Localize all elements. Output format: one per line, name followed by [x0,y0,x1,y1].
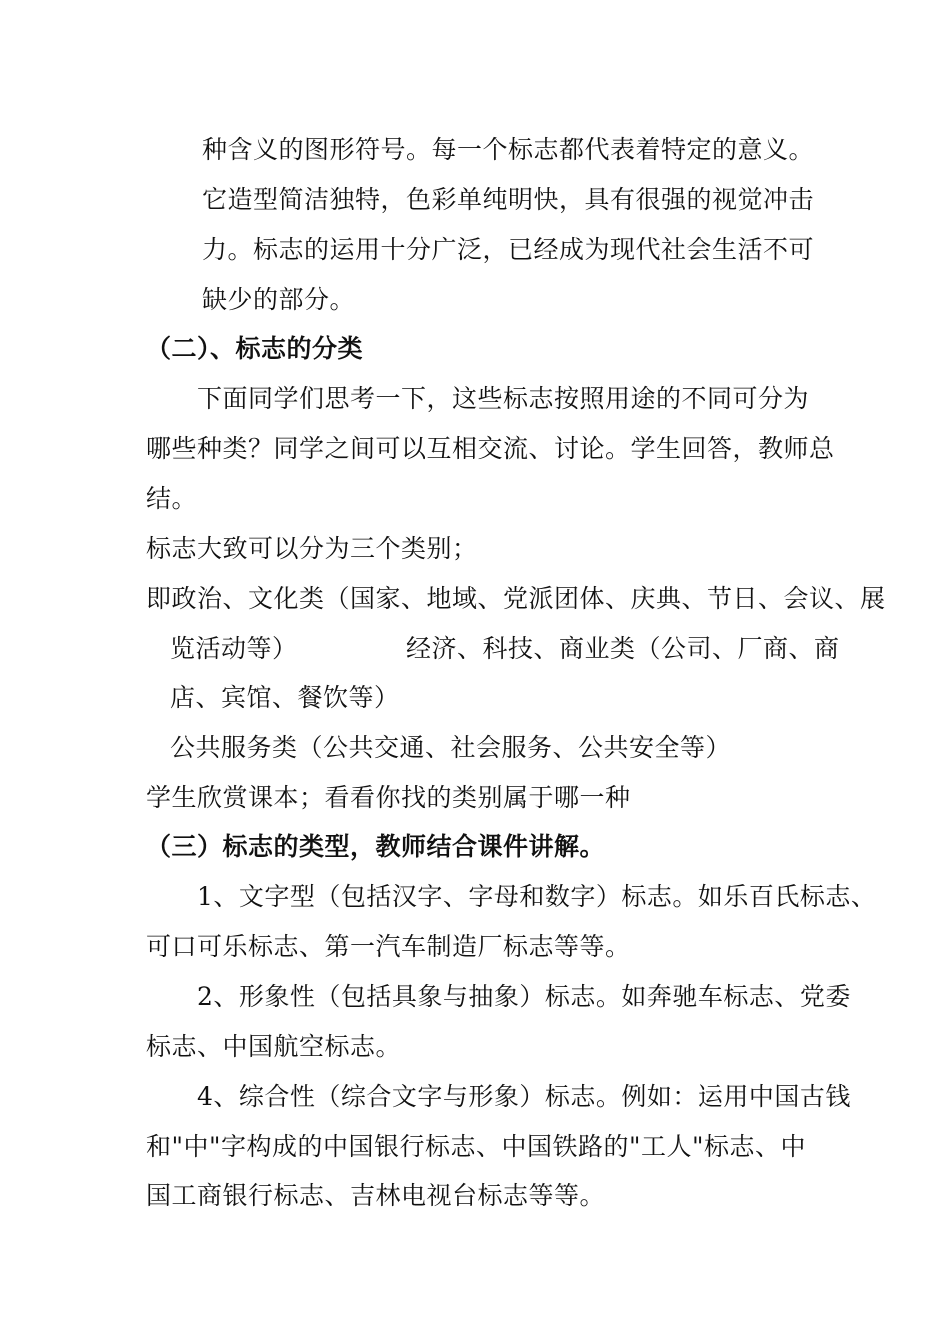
intro-line-4: 缺少的部分。 [202,285,356,314]
item1-line-1: 1、文字型（包括汉字、字母和数字）标志。如乐百氏标志、 [197,882,877,911]
intro-line-2: 它造型简洁独特，色彩单纯明快，具有很强的视觉冲击 [202,185,815,214]
item1-line-2: 可口可乐标志、第一汽车制造厂标志等等。 [146,932,631,961]
category-economy-line-1: 经济、科技、商业类（公司、厂商、商 [406,634,840,663]
intro-line-1: 种含义的图形符号。每一个标志都代表着特定的意义。 [202,135,815,164]
section2-para-line-1: 下面同学们思考一下，这些标志按照用途的不同可分为 [197,384,810,413]
item2-line-1: 2、形象性（包括具象与抽象）标志。如奔驰车标志、党委 [197,982,851,1011]
section2-summary: 标志大致可以分为三个类别； [146,534,478,563]
category-public-service: 公共服务类（公共交通、社会服务、公共安全等） [170,733,732,762]
section3-heading: （三）标志的类型，教师结合课件讲解。 [146,832,606,861]
item4-line-2: 和"中"字构成的中国银行标志、中国铁路的"工人"标志、中 [146,1132,806,1161]
category-economy-line-2: 店、宾馆、餐饮等） [170,683,400,712]
category-politics-line-1: 即政治、文化类（国家、地域、党派团体、庆典、节日、会议、展 [146,584,886,613]
section2-para-line-3: 结。 [146,484,198,513]
section2-heading: （二）、标志的分类 [146,334,364,363]
category-politics-line-2: 览活动等） [170,634,298,663]
item2-line-2: 标志、中国航空标志。 [146,1032,402,1061]
item4-line-1: 4、综合性（综合文字与形象）标志。例如：运用中国古钱 [197,1082,851,1111]
item4-line-3: 国工商银行标志、吉林电视台标志等等。 [146,1181,606,1210]
student-note: 学生欣赏课本；看看你找的类别属于哪一种 [146,783,631,812]
intro-line-3: 力。标志的运用十分广泛，已经成为现代社会生活不可 [202,235,815,264]
section2-para-line-2: 哪些种类？同学之间可以互相交流、讨论。学生回答，教师总 [146,434,835,463]
